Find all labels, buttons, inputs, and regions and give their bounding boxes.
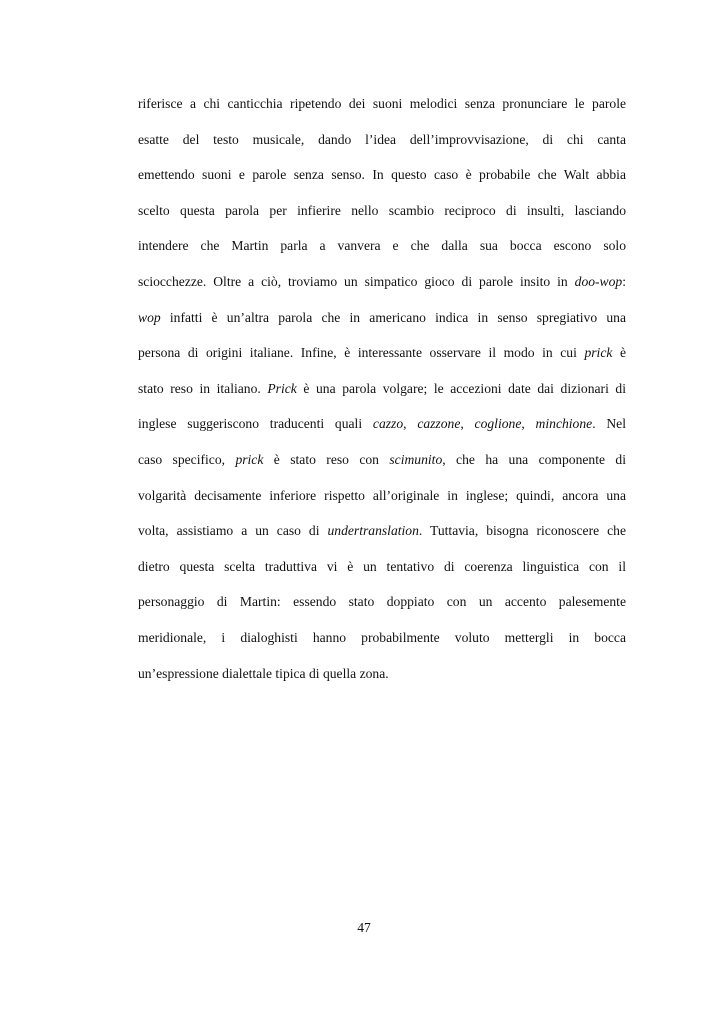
italic-term: doo-wop — [574, 273, 623, 289]
text-line — [138, 478, 626, 514]
text-line — [138, 656, 626, 692]
italic-term: scimunito — [389, 451, 443, 467]
text-line — [138, 406, 626, 442]
italic-term: cazzone — [417, 416, 461, 432]
italic-term: minchione — [535, 416, 593, 432]
text-line — [138, 228, 626, 264]
text-line — [138, 371, 626, 407]
text-run: emettendo suoni e parole senza senso. In questo caso è probabile che Walt abbia — [138, 167, 626, 183]
text-run: volta, assistiamo a un caso di — [138, 523, 328, 539]
text-line — [138, 157, 626, 193]
text-line — [138, 335, 626, 371]
text-run: , — [521, 416, 536, 432]
text-line — [138, 122, 626, 158]
text-run: riferisce a chi canticchia ripetendo dei suoni melodici senza pronunciare le parole — [138, 96, 626, 111]
text-line — [138, 300, 626, 336]
text-run: persona di origini italiane. Infine, è interessante osservare il modo in cui — [138, 345, 585, 361]
text-run: stato reso in italiano. — [138, 380, 268, 396]
text-run: , — [460, 416, 475, 432]
text-run: è una parola volgare; le accezioni date dai dizionari di — [296, 380, 627, 396]
text-run: personaggio di Martin: essendo stato doppiato con un accento palesemente — [138, 594, 626, 610]
text-run: : — [622, 273, 626, 289]
text-run: è stato reso con — [263, 451, 390, 467]
text-run: caso specifico, — [138, 451, 236, 467]
text-line — [138, 549, 626, 585]
text-run: è — [612, 345, 626, 361]
text-line — [138, 620, 626, 656]
italic-term: prick — [235, 451, 264, 467]
text-line — [138, 513, 626, 549]
italic-term: undertranslation — [327, 523, 419, 539]
italic-term: cazzo — [372, 416, 404, 432]
text-line — [138, 86, 626, 122]
italic-term: wop — [138, 309, 161, 325]
italic-term: prick — [584, 345, 613, 361]
text-run: sciocchezze. Oltre a ciò, troviamo un simpatico gioco di parole insito in — [138, 273, 575, 289]
text-run: dietro questa scelta traduttiva vi è un tentativo di coerenza linguistica con il — [138, 558, 626, 574]
text-line — [138, 584, 626, 620]
text-run: infatti è un’altra parola che in americano indica in senso spregiativo una — [160, 309, 626, 325]
text-run: , — [403, 416, 418, 432]
text-run: esatte del testo musicale, dando l’idea dell’improvvisazione, di chi canta — [138, 131, 626, 147]
text-line — [138, 264, 626, 300]
text-run: intendere che Martin parla a vanvera e che dalla sua bocca escono solo — [138, 238, 626, 254]
text-run: un’espressione dialettale tipica di quella zona. — [138, 665, 389, 681]
text-line — [138, 193, 626, 229]
text-line — [138, 442, 626, 478]
italic-term: Prick — [267, 380, 297, 396]
body-paragraph — [138, 86, 626, 691]
page-number: 47 — [357, 920, 371, 935]
text-run: volgarità decisamente inferiore rispetto all’originale in inglese; quindi, ancora una — [138, 487, 626, 503]
italic-term: coglione — [474, 416, 522, 432]
text-run: scelto questa parola per infierire nello scambio reciproco di insulti, lasciando — [138, 202, 626, 218]
text-run: . Nel — [592, 416, 626, 432]
text-run: , che ha una componente di — [442, 451, 626, 467]
text-run: . Tuttavia, bisogna riconoscere che — [418, 523, 626, 539]
text-run: inglese suggeriscono traducenti quali — [138, 416, 373, 432]
text-run: meridionale, i dialoghisti hanno probabilmente voluto mettergli in bocca — [138, 629, 626, 645]
